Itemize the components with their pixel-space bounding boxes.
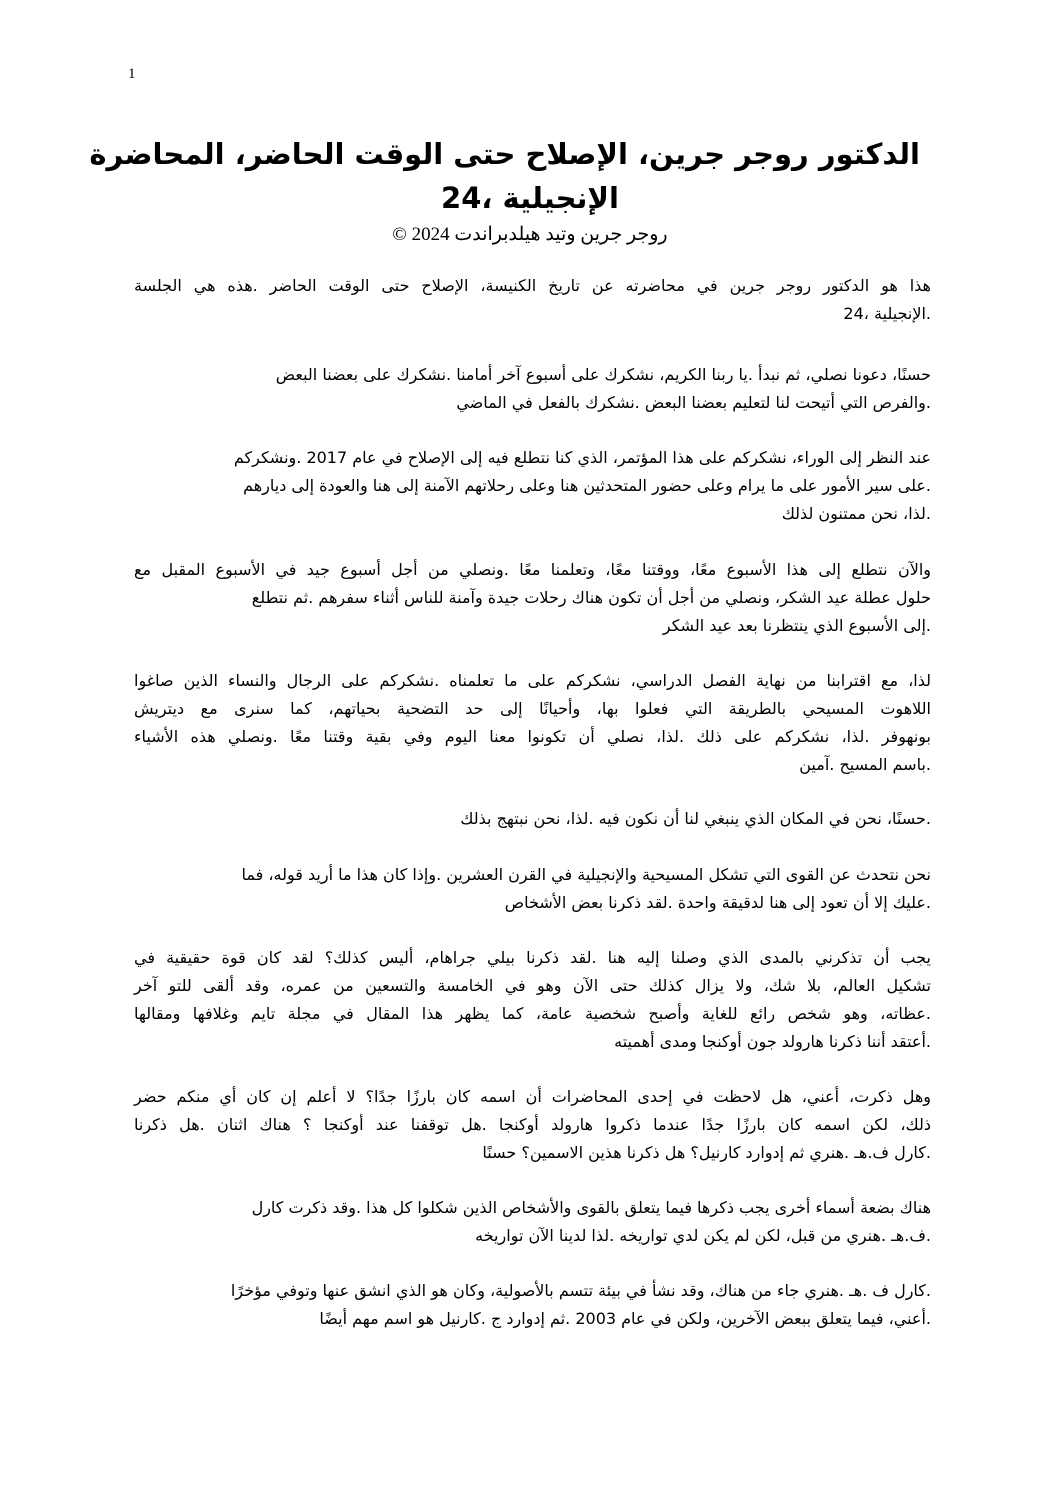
paragraph	[134, 667, 931, 779]
paragraph	[134, 1083, 931, 1167]
title-line: الدكتور روجر جرين، الإصلاح حتى الوقت الحاضر، المحاضرة	[89, 137, 920, 171]
text-line: والآن نتطلع إلى هذا الأسبوع معًا، ووقتنا معًا، وتعلمنا معًا .ونصلي من أجل أسبوع جيد في الأسبوع المقبل مع	[134, 560, 931, 579]
text-line: .ف.هـ .هنري من قبل، لكن لم يكن لدي تواريخه .لذا لدينا الآن تواريخه	[475, 1226, 931, 1245]
paragraph	[134, 272, 931, 328]
paragraph	[134, 861, 931, 917]
text-line: .والفرص التي أتيحت لنا لتعليم بعضنا البعض .نشكرك بالفعل في الماضي	[456, 393, 931, 412]
text-line: .باسم المسيح .آمين	[799, 755, 931, 774]
text-line: بونهوفر .لذا، نشكركم على ذلك .لذا، نصلي أن تكونوا معنا اليوم وفي بقية وقتنا معًا .ونصلي هذه الأشياء	[134, 727, 931, 746]
text-line: حلول عطلة عيد الشكر، ونصلي من أجل أن تكون هناك رحلات جيدة وآمنة للناس أثناء سفرهم .ثم نتطلع	[251, 588, 931, 607]
text-line: .على سير الأمور على ما يرام وعلى حضور المتحدثين هنا وعلى رحلاتهم الآمنة إلى هنا والعودة إلى ديارهم	[243, 476, 931, 495]
text-line: نحن نتحدث عن القوى التي تشكل المسيحية والإنجيلية في القرن العشرين .وإذا كان هذا ما أريد قوله، فما	[241, 865, 931, 884]
text-line: .الإنجيلية ،24	[843, 304, 931, 323]
text-line: هناك بضعة أسماء أخرى يجب ذكرها فيما يتعلق بالقوى والأشخاص الذين شكلوا كل هذا .وقد ذكرت كارل	[251, 1198, 931, 1217]
text-line: عند النظر إلى الوراء، نشكركم على هذا المؤتمر، الذي كنا نتطلع فيه إلى الإصلاح في عام 2017 .ونشكركم	[233, 448, 931, 467]
text-line: هذا هو الدكتور روجر جرين في محاضرته عن تاريخ الكنيسة، الإصلاح حتى الوقت الحاضر .هذه هي الجلسة	[134, 276, 931, 295]
text-line: .عظاته، وهو شخص رائع للغاية وأصبح شخصية عامة، كما يظهر هذا المقال في مجلة تايم وغلافها ومقالها	[134, 1004, 931, 1023]
text-line: .أعتقد أننا ذكرنا هارولد جون أوكنجا ومدى أهميته	[614, 1032, 931, 1051]
paragraph	[134, 1194, 931, 1250]
page-title	[89, 132, 920, 220]
text-line: .كارل ف.هـ .هنري ثم إدوارد كارنيل؟ هل ذكرنا هذين الاسمين؟ حسنًا	[482, 1143, 931, 1162]
text-line: .إلى الأسبوع الذي ينتظرنا بعد عيد الشكر	[662, 616, 931, 635]
paragraph	[134, 805, 931, 833]
paragraph	[134, 556, 931, 640]
page-number: 1	[128, 66, 136, 82]
text-line: اللاهوت المسيحي بالطريقة التي فعلوا بها، وأحيانًا إلى حد التضحية بحياتهم، كما سنرى مع ديتريش	[134, 699, 931, 718]
paragraph	[134, 944, 931, 1056]
text-line: يجب أن تذكرني بالمدى الذي وصلنا إليه هنا .لقد ذكرنا بيلي جراهام، أليس كذلك؟ لقد كان قوة حقيقية في	[134, 948, 931, 967]
text-line: تشكيل العالم، بلا شك، ولا يزال كذلك حتى الآن وهو في الخامسة والتسعين من عمره، وقد ألقى للتو آخر	[134, 976, 931, 995]
text-line: .أعني، فيما يتعلق ببعض الآخرين، ولكن في عام 2003 .ثم إدوارد ج .كارنيل هو اسم مهم أيضًا	[319, 1309, 931, 1328]
text-line: .لذا، نحن ممتنون لذلك	[781, 504, 931, 523]
text-line: ذلك، لكن اسمه كان بارزًا جدًا عندما ذكروا هارولد أوكنجا .هل توقفنا عند أوكنجا ؟ هناك اثنان .هل ذكرنا	[134, 1115, 931, 1134]
text-line: .حسنًا، نحن في المكان الذي ينبغي لنا أن نكون فيه .لذا، نحن نبتهج بذلك	[460, 809, 931, 828]
paragraph	[134, 444, 931, 528]
author-copyright: روجر جرين وتيد هيلدبراندت 2024 ©	[392, 224, 668, 245]
text-line: وهل ذكرت، أعني، هل لاحظت في إحدى المحاضرات أن اسمه كان بارزًا جدًا؟ لا أعلم إن كان أي منكم حضر	[134, 1087, 931, 1106]
title-line: الإنجيلية ،24	[441, 181, 619, 215]
text-line: .كارل ف .هـ .هنري جاء من هناك، وقد نشأ في بيئة تتسم بالأصولية، وكان هو الذي انشق عنها وتوفي مؤخرًا	[230, 1281, 931, 1300]
text-line: حسنًا، دعونا نصلي، ثم نبدأ .يا ربنا الكريم، نشكرك على أسبوع آخر أمامنا .نشكرك على بعضنا البعض	[275, 365, 931, 384]
paragraph	[134, 1277, 931, 1333]
paragraph	[134, 361, 931, 417]
text-line: .عليك إلا أن تعود إلى هنا لدقيقة واحدة .لقد ذكرنا بعض الأشخاص	[504, 893, 931, 912]
text-line: لذا، مع اقترابنا من نهاية الفصل الدراسي، نشكركم على ما تعلمناه .نشكركم على الرجال والنساء الذين صاغوا	[134, 671, 931, 690]
